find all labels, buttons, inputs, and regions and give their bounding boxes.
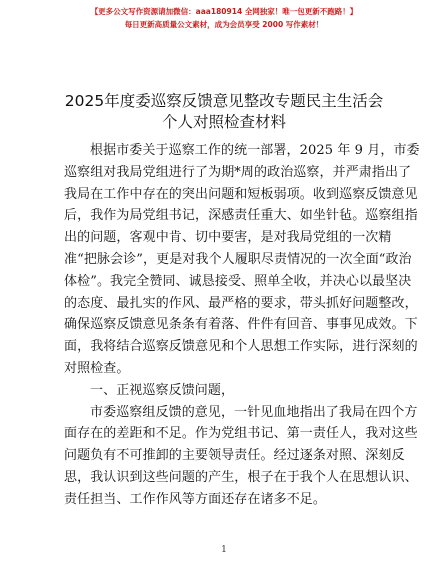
paragraph-1-line: 准“把脉会诊”，更是对我个人履职尽责情况的一次全面“政治 [64, 251, 412, 267]
paragraph-1-line: 对照检查。 [64, 360, 130, 376]
paragraph-1-line: 我局在工作中存在的突出问题和短板弱项。收到巡察反馈意见 [64, 186, 418, 202]
paragraph-1-line: 确保巡察反馈意见条条有着落、件件有回音、事事见成效。下 [64, 317, 418, 333]
paragraph-3-line: 责任担当、工作作风等方面还存在诸多不足。 [64, 491, 327, 507]
document-subtitle: 个人对照检查材料 [161, 113, 286, 131]
paragraph-1-line: 体检”。我完全赞同、诚恳接受、照单全收，并决心以最坚决 [64, 273, 412, 289]
paragraph-1-line: 巡察组对我局党组进行了为期*周的政治巡察，并严肃指出了 [64, 164, 412, 180]
page-number: 1 [221, 545, 227, 555]
promo-banner-line-1: 【更多公文写作资源请加微信：aaa180914 全网独家！唯一包更新不跑路！】 [90, 7, 358, 16]
paragraph-1-line: 根据市委关于巡察工作的统一部署，2025 年 9 月，市委 [90, 143, 420, 158]
document-body [64, 140, 420, 511]
promo-banner-line-2: 每日更新高质量公文素材，成为会员享受 2000 写作素材！ [124, 20, 324, 29]
paragraph-3-line: 市委巡察组反馈的意见，一针见血地指出了我局在四个方 [90, 404, 418, 420]
paragraph-1-line: 后，我作为局党组书记，深感责任重大、如坐针毡。巡察组指 [64, 208, 418, 224]
paragraph-1-line: 的态度、最扎实的作风、最严格的要求，带头抓好问题整改， [64, 295, 418, 311]
document-title: 2025年度委巡察反馈意见整改专题民主生活会 [64, 92, 384, 110]
paragraph-1-line: 面，我将结合巡察反馈意见和个人思想工作实际，进行深刻的 [64, 339, 418, 355]
paragraph-3-line: 面存在的差距和不足。作为党组书记、第一责任人，我对这些 [64, 426, 418, 442]
paragraph-3-line: 思，我认识到这些问题的产生，根子在于我个人在思想认识、 [64, 469, 418, 485]
paragraph-3-line: 问题负有不可推卸的主要领导责任。经过逐条对照、深刻反 [64, 448, 405, 464]
paragraph-1-line: 出的问题，客观中肯、切中要害，是对我局党组的一次精 [64, 230, 392, 246]
section-heading: 一、正视巡察反馈问题， [90, 382, 235, 398]
